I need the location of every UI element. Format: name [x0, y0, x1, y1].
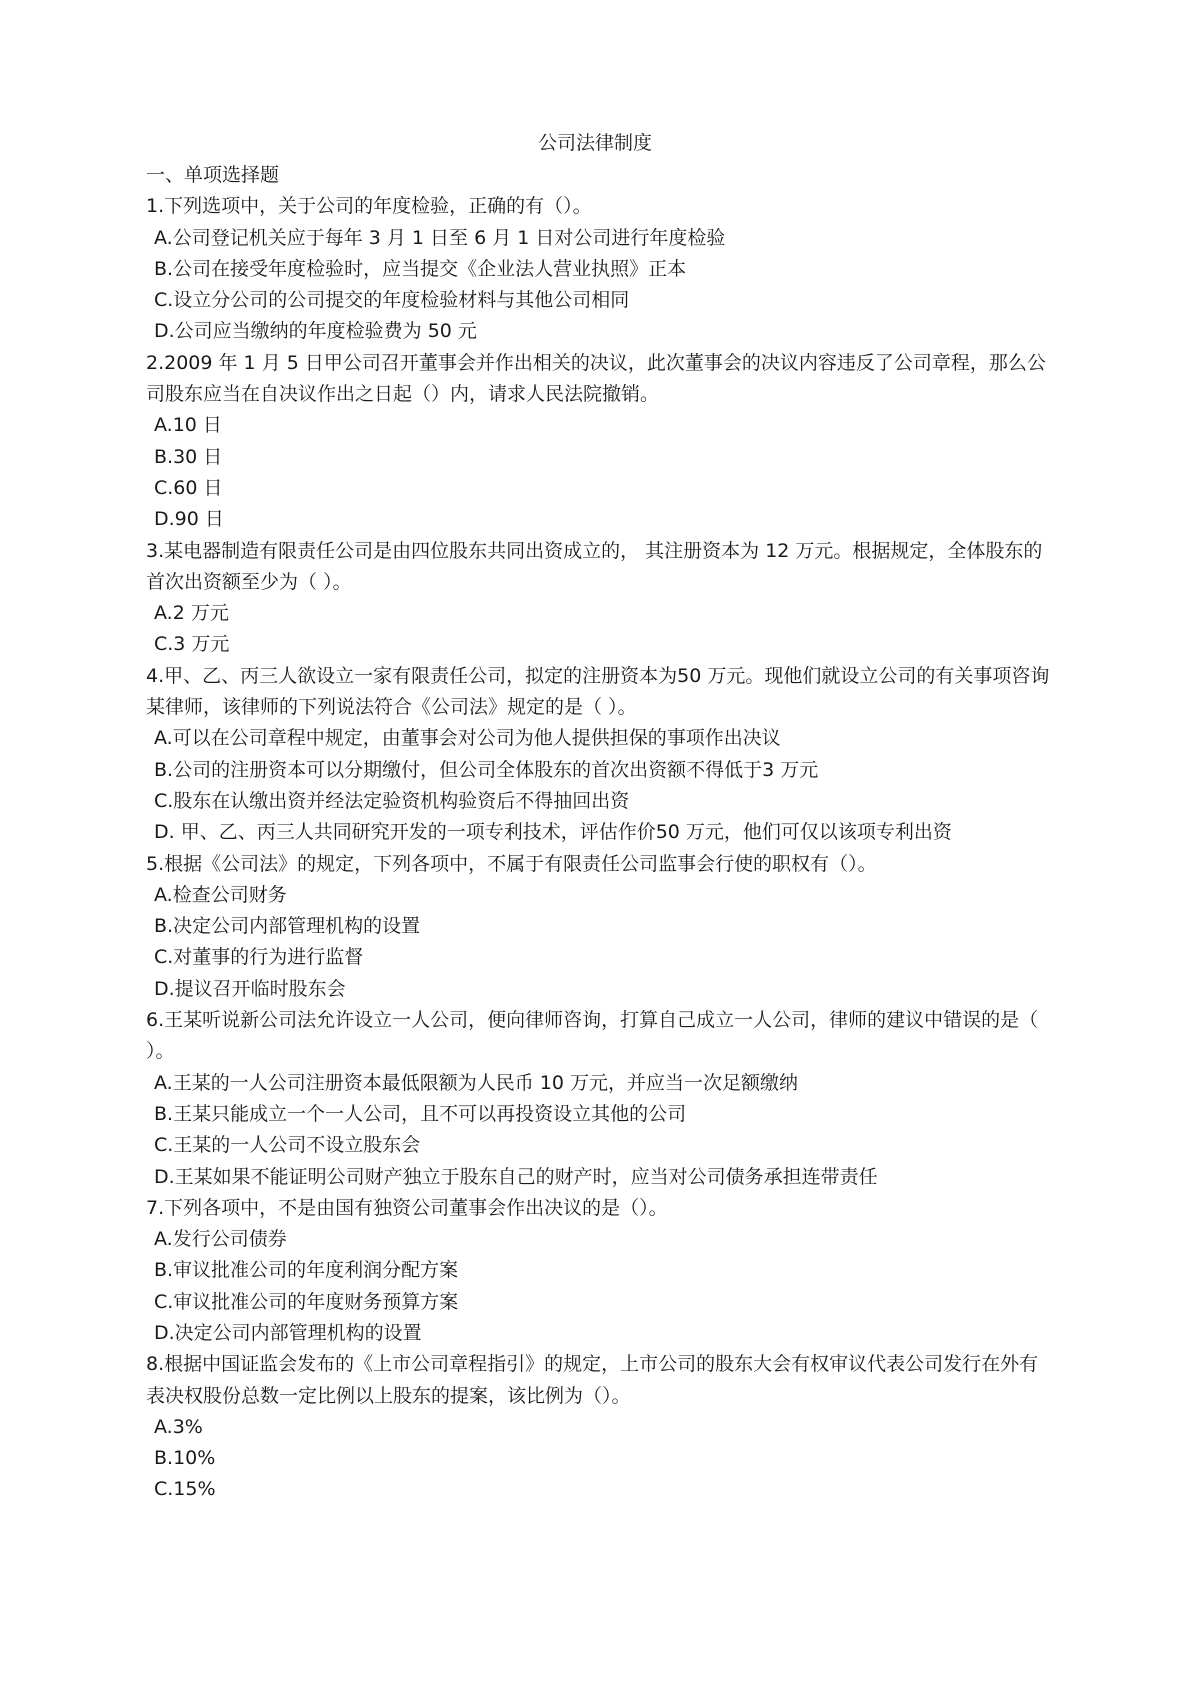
question-stem: 3.某电器制造有限责任公司是由四位股东共同出资成立的， 其注册资本为 12 万元。根据规定，全体股东的首次出资额至少为（ ）。: [146, 539, 1043, 593]
option: A.3%: [154, 1415, 203, 1438]
question: [146, 1349, 1056, 1505]
option: C.设立分公司的公司提交的年度检验材料与其他公司相同: [154, 289, 630, 312]
option: A.发行公司债券: [154, 1228, 287, 1251]
question: [146, 849, 1056, 1005]
option: D.90 日: [154, 508, 224, 531]
question-stem: 8.根据中国证监会发布的《上市公司章程指引》的规定，上市公司的股东大会有权审议代表公司发行在外有表决权股份总数一定比例以上股东的提案，该比例为（）。: [146, 1353, 1039, 1407]
option: C.15%: [154, 1478, 216, 1501]
option: D.王某如果不能证明公司财产独立于股东自己的财产时，应当对公司债务承担连带责任: [154, 1165, 878, 1188]
question-stem: 2.2009 年 1 月 5 日甲公司召开董事会并作出相关的决议，此次董事会的决议内容违反了公司章程，那么公司股东应当在自决议作出之日起（）内，请求人民法院撤销。: [146, 351, 1046, 406]
option: C.王某的一人公司不设立股东会: [154, 1134, 421, 1157]
option: B.公司的注册资本可以分期缴付，但公司全体股东的首次出资额不得低于3 万元: [154, 758, 819, 781]
document-title: 公司法律制度: [537, 132, 652, 154]
document-body: [146, 160, 1056, 1506]
section-heading: 一、单项选择题: [146, 164, 280, 186]
option: D.提议召开临时股东会: [154, 977, 346, 1000]
option: C.审议批准公司的年度财务预算方案: [154, 1290, 459, 1313]
question-list: [146, 191, 1056, 1505]
option: C.3 万元: [154, 633, 230, 656]
option: A.检查公司财务: [154, 883, 287, 906]
question: [146, 191, 1056, 347]
option: A.公司登记机关应于每年 3 月 1 日至 6 月 1 日对公司进行年度检验: [154, 226, 726, 249]
question-stem: 1.下列选项中，关于公司的年度检验，正确的有（）。: [146, 195, 592, 218]
option: B.30 日: [154, 445, 223, 468]
question-stem: 6.王某听说新公司法允许设立一人公司，便向律师咨询，打算自己成立一人公司，律师的建议中错误的是（ ）。: [146, 1009, 1039, 1063]
option: C.对董事的行为进行监督: [154, 946, 364, 969]
option: B.10%: [154, 1447, 216, 1470]
question: [146, 661, 1056, 849]
question-stem: 7.下列各项中，不是由国有独资公司董事会作出决议的是（）。: [146, 1196, 668, 1219]
option: A.10 日: [154, 414, 222, 437]
option: D.决定公司内部管理机构的设置: [154, 1321, 422, 1344]
question-stem: 5.根据《公司法》的规定，下列各项中，不属于有限责任公司监事会行使的职权有（）。: [146, 852, 877, 875]
option: C.股东在认缴出资并经法定验资机构验资后不得抽回出资: [154, 789, 630, 812]
option: D. 甲、乙、丙三人共同研究开发的一项专利技术，评估作价50 万元，他们可仅以该项专利出资: [154, 821, 952, 844]
option: D.公司应当缴纳的年度检验费为 50 元: [154, 320, 477, 343]
question: [146, 348, 1056, 536]
option: B.王某只能成立一个一人公司，且不可以再投资设立其他的公司: [154, 1102, 687, 1125]
option: C.60 日: [154, 476, 223, 499]
option: A.王某的一人公司注册资本最低限额为人民币 10 万元，并应当一次足额缴纳: [154, 1071, 798, 1094]
option: B.决定公司内部管理机构的设置: [154, 915, 421, 938]
option: B.公司在接受年度检验时，应当提交《企业法人营业执照》正本: [154, 257, 687, 280]
question: [146, 536, 1056, 661]
option: A.可以在公司章程中规定，由董事会对公司为他人提供担保的事项作出决议: [154, 727, 781, 750]
option: B.审议批准公司的年度利润分配方案: [154, 1259, 459, 1282]
option: A.2 万元: [154, 602, 229, 625]
question: [146, 1005, 1056, 1193]
question: [146, 1193, 1056, 1349]
question-stem: 4.甲、乙、丙三人欲设立一家有限责任公司，拟定的注册资本为50 万元。现他们就设立公司的有关事项咨询某律师，该律师的下列说法符合《公司法》规定的是（ ）。: [146, 664, 1050, 719]
